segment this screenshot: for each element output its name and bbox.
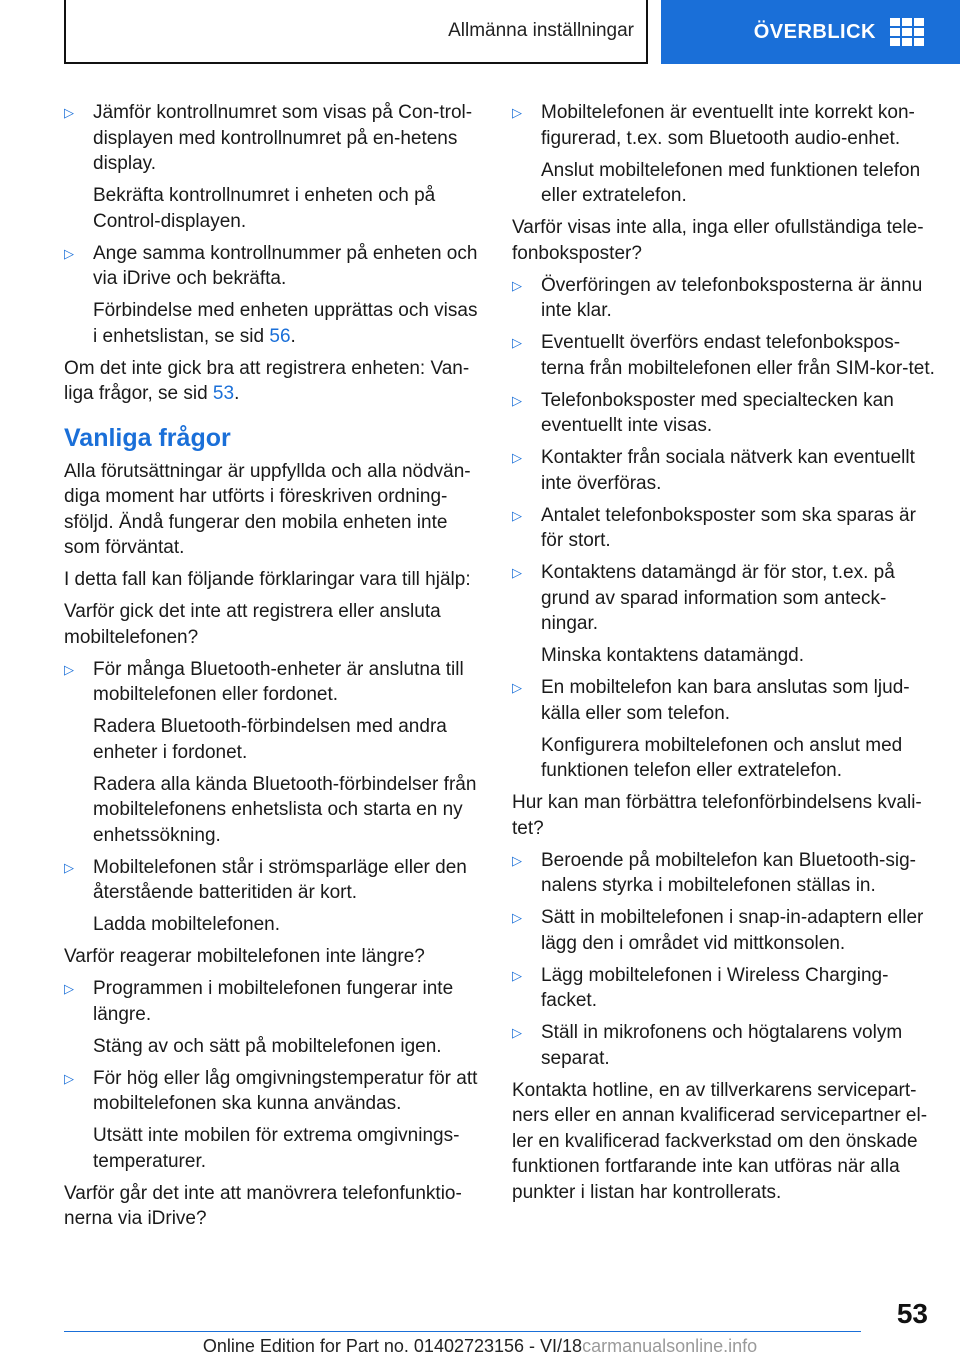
bullet-item: [512, 675, 936, 726]
bullet-item: [512, 963, 936, 1014]
text: Varför gick det inte att registrera eller ansluta mobiltelefonen?: [64, 601, 441, 648]
bullet-item: [512, 503, 936, 554]
bullet-item: [512, 445, 936, 496]
page-link[interactable]: 53: [212, 383, 235, 404]
paragraph: [512, 1078, 936, 1206]
text: För hög eller låg omgivningstemperatur för att mobiltelefonen ska kunna användas.: [93, 1067, 478, 1114]
bullet-item: [512, 560, 936, 637]
triangle-right-icon: ▷: [64, 105, 74, 120]
text: Alla förutsättningar är uppfyllda och alla nödvän-diga moment har utförts i föreskriven ordning-sföljd. Ändå fungerar den mobila enheten inte som förväntat.: [64, 460, 471, 558]
bullet-subtext: [512, 643, 936, 669]
bullet-subtext: [512, 158, 936, 209]
text: Stäng av och sätt på mobiltelefonen igen.: [93, 1035, 442, 1057]
triangle-right-icon: ▷: [64, 859, 74, 875]
triangle-right-icon: ▷: [512, 680, 522, 695]
text: Varför reagerar mobiltelefonen inte längre?: [64, 946, 425, 967]
bullet-subtext: [64, 912, 484, 938]
text: Lägg mobiltelefonen i Wireless Charging-facket.: [541, 964, 889, 1011]
bullet-item: [512, 388, 936, 439]
text: Förbindelse med enheten upprättas och visas i enhetslistan, se sid: [93, 300, 478, 347]
text: Kontaktens datamängd är för stor, t.ex. på grund av sparad information som anteck-ningar.: [541, 562, 895, 634]
footer-watermark: carmanualsonline.info: [582, 1336, 758, 1356]
bullet-subtext: [64, 298, 484, 349]
overview-button[interactable]: [661, 0, 960, 64]
text: Anslut mobiltelefonen med funktionen telefon eller extratelefon.: [541, 159, 921, 206]
triangle-right-icon: ▷: [64, 245, 74, 261]
text: Ställ in mikrofonens och högtalarens volym separat.: [541, 1022, 903, 1069]
bullet-item: [64, 657, 484, 708]
paragraph: [512, 215, 936, 266]
text: Minska kontaktens datamängd.: [541, 645, 804, 666]
text: Ange samma kontrollnummer på enheten och via iDrive och bekräfta.: [93, 242, 478, 289]
bullet-subtext: [64, 772, 484, 849]
triangle-right-icon: ▷: [512, 1025, 522, 1040]
bullet-item: [64, 855, 484, 906]
triangle-right-icon: ▷: [512, 450, 522, 465]
triangle-right-icon: ▷: [512, 910, 522, 925]
triangle-right-icon: ▷: [512, 967, 522, 983]
text: Sätt in mobiltelefonen i snap-in-adaptern eller lägg den i området vid mittkonsolen.: [541, 907, 924, 954]
bullet-subtext: [64, 1123, 484, 1174]
footer: [0, 1336, 960, 1357]
left-column: [64, 100, 484, 1238]
text: Ladda mobiltelefonen.: [93, 914, 280, 935]
text: För många Bluetooth-enheter är anslutna till mobiltelefonen eller fordonet.: [93, 658, 464, 705]
bullet-subtext: [512, 733, 936, 784]
text: Telefonboksposter med specialtecken kan eventuellt inte visas.: [541, 389, 894, 436]
bullet-subtext: [64, 183, 484, 234]
triangle-right-icon: ▷: [512, 335, 522, 350]
paragraph: [64, 1181, 484, 1232]
triangle-right-icon: ▷: [64, 661, 74, 677]
header-section-title: Allmänna inställningar: [448, 20, 634, 41]
triangle-right-icon: ▷: [512, 105, 522, 120]
text: Överföringen av telefonboksposterna är ännu inte klar.: [541, 274, 923, 321]
bullet-item: [64, 1066, 484, 1117]
text: En mobiltelefon kan bara anslutas som ljud-källa eller som telefon.: [541, 677, 910, 724]
page-link[interactable]: 56: [269, 325, 291, 347]
text: Kontakta hotline, en av tillverkarens servicepart-ners eller en annan kvalificerad servicepartner el-ler en kvalificerad fackverkstad om den önskade funktionen fortfarande inte kan utföras när alla punkter i listan har kontrollerats.: [512, 1079, 928, 1203]
text: Bekräfta kontrollnumret i enheten och på Control-displayen.: [93, 185, 436, 232]
triangle-right-icon: ▷: [512, 507, 522, 523]
paragraph: [64, 567, 484, 593]
right-column: [512, 100, 936, 1212]
text: Programmen i mobiltelefonen fungerar inte längre.: [93, 978, 454, 1025]
paragraph: [64, 356, 484, 407]
bullet-item: [64, 100, 484, 177]
text: Varför visas inte alla, inga eller ofullständiga tele-fonboksposter?: [512, 217, 924, 264]
text: Radera alla kända Bluetooth-förbindelser från mobiltelefonens enhetslista och starta en ny enhetssökning.: [93, 773, 477, 846]
bullet-item: [512, 100, 936, 151]
triangle-right-icon: ▷: [512, 277, 522, 293]
footer-divider: [64, 1331, 861, 1332]
triangle-right-icon: ▷: [512, 565, 522, 580]
text: Hur kan man förbättra telefonförbindelsens kvali-tet?: [512, 792, 922, 839]
bullet-subtext: [64, 1034, 484, 1060]
text: Eventuellt överförs endast telefonbokspos-terna från mobiltelefonen eller från SIM-kor-tet.: [541, 332, 935, 379]
triangle-right-icon: ▷: [512, 852, 522, 868]
text: Mobiltelefonen är eventuellt inte korrekt kon-figurerad, t.ex. som Bluetooth audio-enhet.: [541, 102, 915, 149]
paragraph: [64, 944, 484, 970]
text: Utsätt inte mobilen för extrema omgivnings-temperaturer.: [93, 1125, 460, 1172]
text: Om det inte gick bra att registrera enheten: Van-liga frågor, se sid: [64, 357, 470, 404]
paragraph: [512, 790, 936, 841]
bullet-item: [512, 1020, 936, 1071]
header-section-tab: [64, 0, 648, 64]
grid-icon: [890, 18, 924, 46]
bullet-item: [64, 241, 484, 292]
paragraph: [64, 459, 484, 561]
text: .: [234, 383, 240, 404]
bullet-subtext: [64, 714, 484, 765]
text: Jämför kontrollnumret som visas på Con-trol-displayen med kontrollnumret på en-hetens display.: [93, 102, 473, 174]
section-heading: Vanliga frågor: [64, 423, 231, 452]
text: Konfigurera mobiltelefonen och anslut med funktionen telefon eller extratelefon.: [541, 734, 903, 781]
text: Beroende på mobiltelefon kan Bluetooth-sig-nalens styrka i mobiltelefonen ställas in.: [541, 849, 916, 896]
bullet-item: [64, 976, 484, 1027]
text: Radera Bluetooth-förbindelsen med andra enheter i fordonet.: [93, 716, 447, 763]
footer-edition: Online Edition for Part no. 01402723156 - VI/18: [202, 1336, 583, 1356]
bullet-item: [512, 273, 936, 324]
bullet-item: [512, 330, 936, 381]
text: I detta fall kan följande förklaringar vara till hjälp:: [64, 569, 471, 590]
text: Varför går det inte att manövrera telefonfunktio-nerna via iDrive?: [64, 1182, 462, 1229]
text: Antalet telefonboksposter som ska sparas är för stort.: [541, 504, 916, 551]
overview-label: ÖVERBLICK: [753, 20, 876, 43]
text: Kontakter från sociala nätverk kan eventuellt inte överföras.: [541, 447, 915, 494]
page-number: 53: [896, 1298, 928, 1329]
triangle-right-icon: ▷: [64, 1070, 74, 1086]
bullet-item: [512, 905, 936, 956]
paragraph: [64, 599, 484, 650]
triangle-right-icon: ▷: [512, 392, 522, 408]
text: Mobiltelefonen står i strömsparläge eller den återstående batteritiden är kort.: [93, 856, 467, 903]
bullet-item: [512, 848, 936, 899]
triangle-right-icon: ▷: [64, 981, 74, 996]
text: .: [290, 325, 296, 347]
